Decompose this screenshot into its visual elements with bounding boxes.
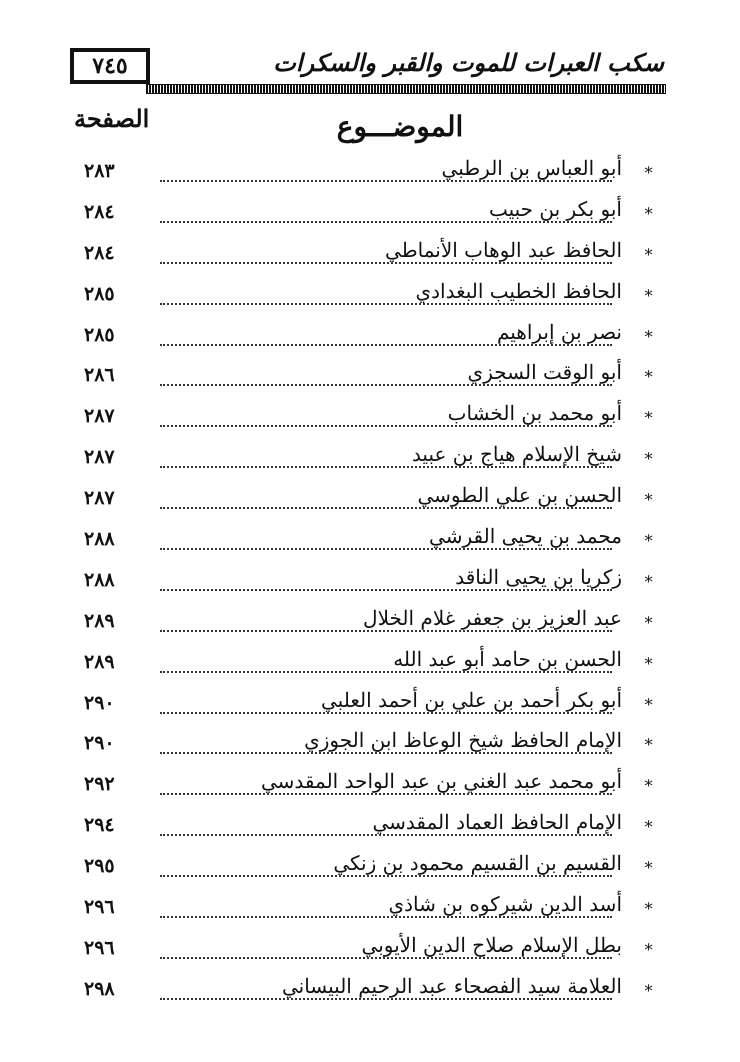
- asterisk-bullet-icon: ∗: [643, 855, 654, 875]
- toc-entry-title: الحافظ الخطيب البغدادي: [411, 279, 622, 303]
- book-title: سكب العبرات للموت والقبر والسكرات: [273, 48, 664, 77]
- toc-entry-title: الحسن بن حامد أبو عبد الله: [389, 647, 622, 671]
- toc-page-number: ٢٨٥: [84, 282, 115, 305]
- toc-page-number: ٢٨٩: [84, 609, 115, 632]
- asterisk-bullet-icon: ∗: [643, 896, 654, 916]
- toc-entry: [0, 845, 740, 886]
- toc-page-number: ٢٨٧: [84, 446, 115, 469]
- asterisk-bullet-icon: ∗: [643, 364, 654, 384]
- asterisk-bullet-icon: ∗: [643, 160, 654, 179]
- toc-page-number: ٢٨٩: [84, 650, 115, 673]
- toc-entry-title: محمد بن يحيى القرشي: [425, 524, 622, 548]
- toc-page-number: ٢٨٤: [84, 200, 115, 223]
- asterisk-bullet-icon: ∗: [643, 773, 654, 793]
- page-number: ٧٤٥: [92, 53, 128, 79]
- toc-entry-title: بطل الإسلام صلاح الدين الأيوبي: [358, 933, 622, 957]
- toc-entry: [0, 804, 740, 845]
- asterisk-bullet-icon: ∗: [643, 446, 654, 466]
- toc-entry-title: أبو محمد عبد الغني بن عبد الواحد المقدسي: [257, 769, 622, 793]
- toc-entry: [0, 273, 740, 314]
- toc-page-number: ٢٨٤: [84, 241, 115, 264]
- asterisk-bullet-icon: ∗: [643, 405, 654, 425]
- toc-entry: [0, 600, 740, 641]
- toc-page-number: ٢٨٨: [84, 568, 115, 591]
- toc-page-number: ٢٩٥: [84, 855, 115, 878]
- asterisk-bullet-icon: ∗: [643, 691, 654, 711]
- toc-entry: [0, 436, 740, 477]
- toc-entry-title: أبو بكر أحمد بن علي بن أحمد العلبي: [317, 688, 622, 712]
- asterisk-bullet-icon: ∗: [643, 323, 654, 343]
- toc-entry: [0, 395, 740, 436]
- toc-entry: [0, 477, 740, 518]
- toc-page-number: ٢٩٦: [84, 936, 115, 959]
- toc-list: [0, 150, 740, 1009]
- asterisk-bullet-icon: ∗: [643, 200, 654, 220]
- toc-entry: [0, 354, 740, 395]
- toc-entry: [0, 968, 740, 1009]
- toc-entry: [0, 641, 740, 682]
- toc-page-number: ٢٩٤: [84, 814, 115, 837]
- page-header: [66, 44, 666, 88]
- asterisk-bullet-icon: ∗: [643, 977, 654, 997]
- toc-page-number: ٢٩٠: [84, 732, 115, 755]
- toc-entry-title: أبو بكر بن حبيب: [485, 197, 622, 221]
- asterisk-bullet-icon: ∗: [643, 609, 654, 629]
- toc-entry-title: أبو العباس بن الرطبي: [438, 156, 622, 180]
- toc-entry-title: عبد العزيز بن جعفر غلام الخلال: [359, 606, 622, 630]
- toc-entry-title: زكريا بن يحيى الناقد: [451, 565, 622, 589]
- toc-entry-title: العلامة سيد الفصحاء عبد الرحيم البيساني: [278, 974, 622, 998]
- toc-page-number: ٢٨٦: [84, 364, 115, 387]
- subject-column-heading: الموضـــوع: [336, 110, 464, 143]
- asterisk-bullet-icon: ∗: [643, 282, 654, 302]
- asterisk-bullet-icon: ∗: [643, 528, 654, 548]
- asterisk-bullet-icon: ∗: [643, 936, 654, 956]
- toc-entry-title: القسيم بن القسيم محمود بن زنكي: [329, 851, 622, 875]
- toc-entry-title: الحسن بن علي الطوسي: [413, 483, 622, 507]
- asterisk-bullet-icon: ∗: [643, 568, 654, 588]
- asterisk-bullet-icon: ∗: [643, 650, 654, 670]
- toc-entry: [0, 314, 740, 355]
- toc-entry-title: أسد الدين شيركوه بن شاذي: [384, 892, 622, 916]
- toc-entry: [0, 886, 740, 927]
- toc-entry: [0, 682, 740, 723]
- toc-page-number: ٢٨٨: [84, 528, 115, 551]
- toc-entry-title: أبو الوقت السجزي: [464, 360, 622, 384]
- toc-page-number: ٢٩٢: [84, 773, 115, 796]
- toc-entry-title: نصر بن إبراهيم: [493, 320, 622, 344]
- toc-page-number: ٢٨٥: [84, 323, 115, 346]
- page-number-box: [70, 48, 150, 84]
- toc-entry: [0, 763, 740, 804]
- toc-entry-title: الإمام الحافظ شيخ الوعاظ ابن الجوزي: [300, 728, 622, 752]
- toc-entry: [0, 722, 740, 763]
- toc-entry: [0, 232, 740, 273]
- asterisk-bullet-icon: ∗: [643, 241, 654, 261]
- toc-page-number: ٢٩٠: [84, 691, 115, 714]
- toc-entry: [0, 150, 740, 191]
- toc-page-number: ٢٩٨: [84, 977, 115, 1000]
- toc-entry: [0, 191, 740, 232]
- asterisk-bullet-icon: ∗: [643, 814, 654, 834]
- toc-page-number: ٢٨٣: [84, 160, 115, 182]
- toc-entry-title: شيخ الإسلام هياج بن عبيد: [408, 442, 622, 466]
- toc-page-number: ٢٨٧: [84, 487, 115, 510]
- toc-entry-title: الحافظ عبد الوهاب الأنماطي: [381, 238, 622, 262]
- toc-entry-title: أبو محمد بن الخشاب: [444, 401, 622, 425]
- asterisk-bullet-icon: ∗: [643, 732, 654, 752]
- page-column-heading: الصفحة: [74, 104, 150, 133]
- asterisk-bullet-icon: ∗: [643, 487, 654, 507]
- header-rule: [146, 84, 666, 94]
- toc-page-number: ٢٩٦: [84, 896, 115, 919]
- toc-entry-title: الإمام الحافظ العماد المقدسي: [368, 810, 622, 834]
- toc-page-number: ٢٨٧: [84, 405, 115, 428]
- toc-entry: [0, 518, 740, 559]
- toc-entry: [0, 559, 740, 600]
- toc-entry: [0, 927, 740, 968]
